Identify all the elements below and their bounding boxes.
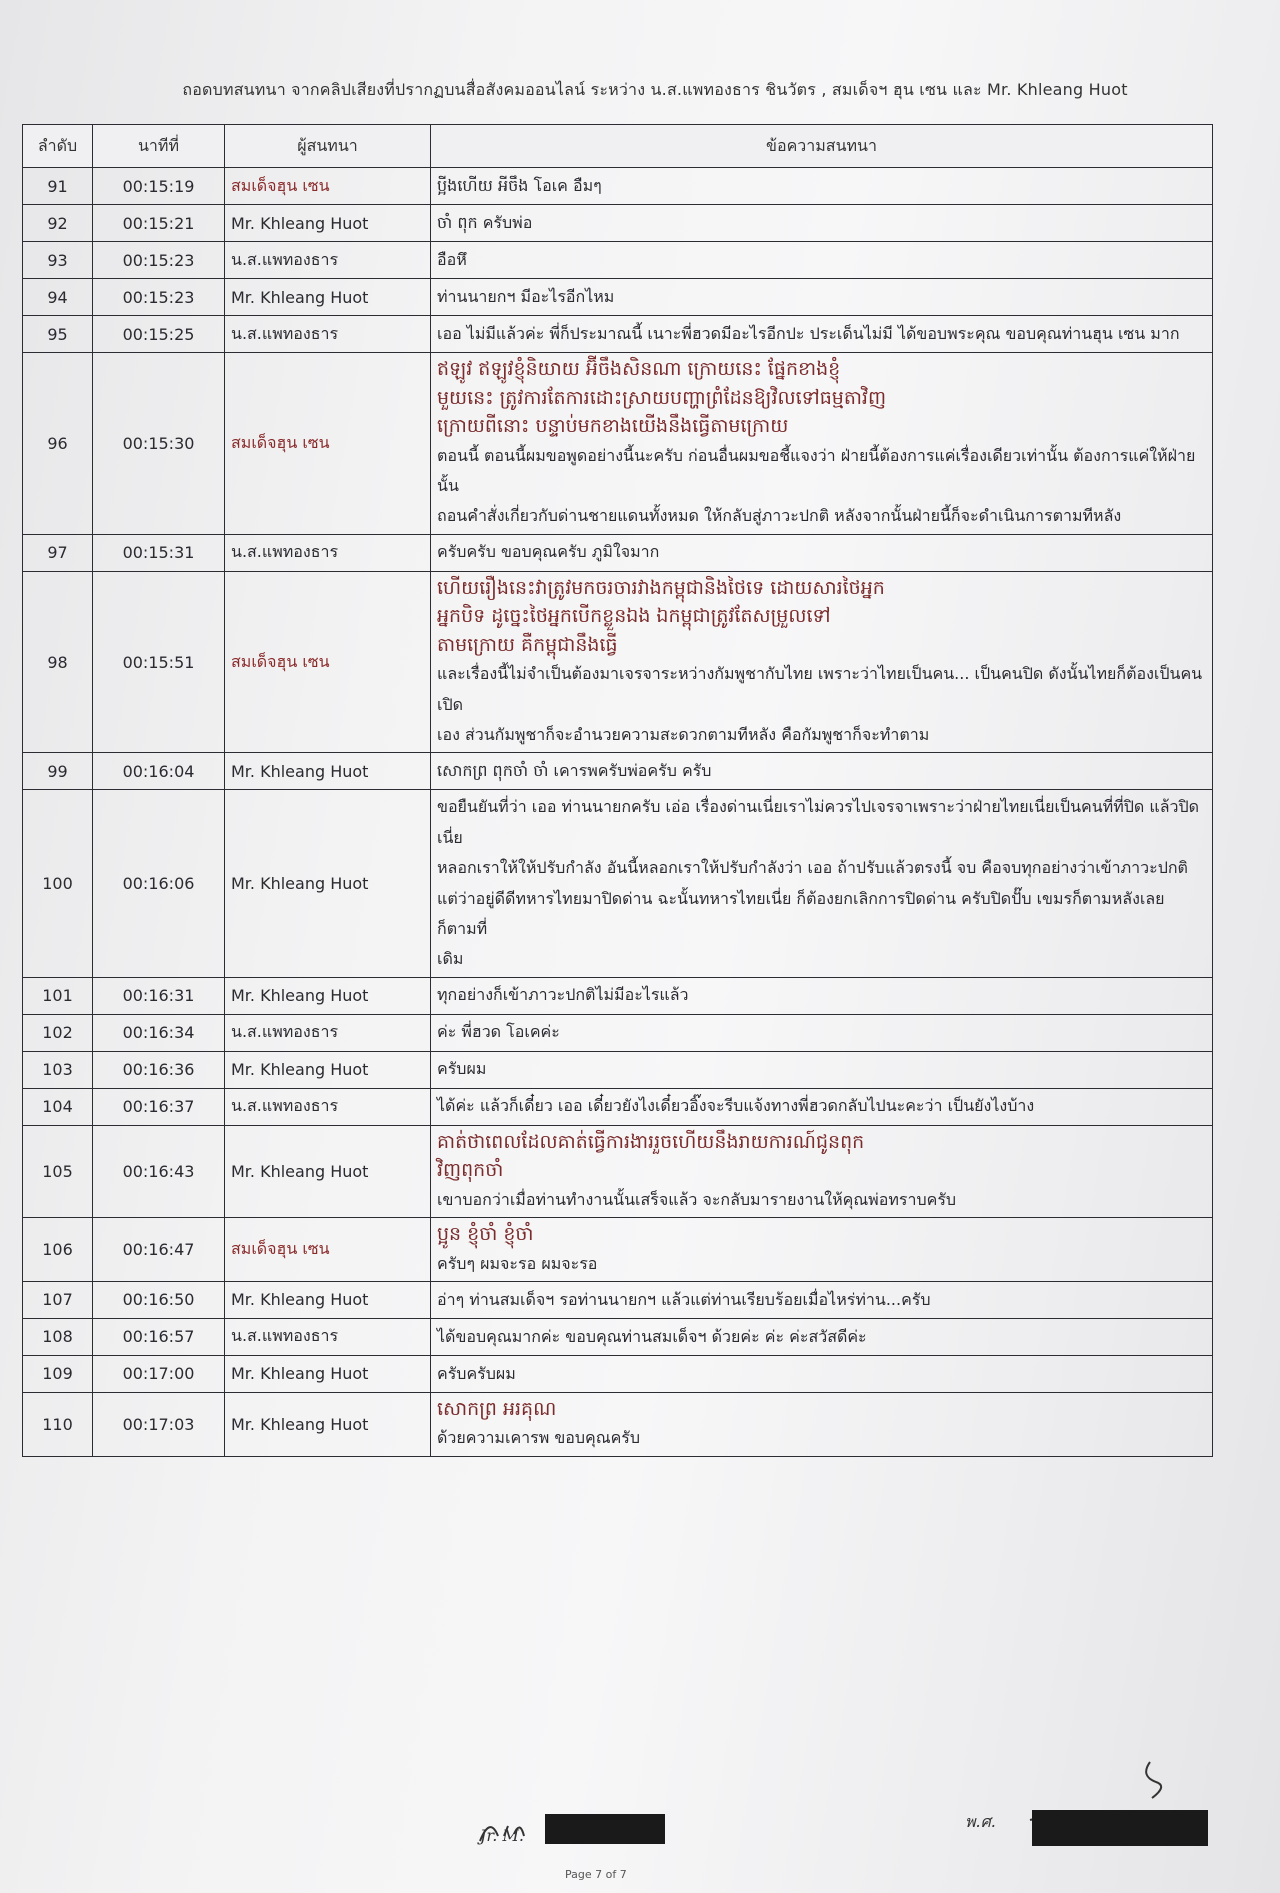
khmer-line: ហើយរឿងនេះវាត្រូវមកចរចារវាងកម្ពុជានិងថៃទេ ដោយសារថៃអ្នក	[437, 576, 885, 599]
table-row	[23, 168, 1213, 205]
right-signature	[960, 1752, 1220, 1862]
row-message	[431, 1281, 1213, 1318]
row-speaker: น.ส.แพทองธาร	[225, 534, 431, 571]
thai-line: เดิม	[437, 949, 464, 969]
row-number: 91	[23, 168, 93, 205]
row-speaker: สมเด็จฮุน เซน	[225, 571, 431, 753]
thai-line: เขาบอกว่าเมื่อท่านทำงานนั้นเสร็จแล้ว จะกลับมารายงานให้คุณพ่อทราบครับ	[437, 1189, 957, 1209]
table-row	[23, 1392, 1213, 1456]
row-speaker: น.ส.แพทองธาร	[225, 1318, 431, 1355]
khmer-line: មួយនេះ ត្រូវការតែការដោះស្រាយបញ្ហាព្រំដែនឱ្យវិលទៅធម្មតាវិញ	[437, 386, 887, 409]
row-message	[431, 1218, 1213, 1282]
row-number: 93	[23, 242, 93, 279]
row-speaker: สมเด็จฮุน เซน	[225, 168, 431, 205]
row-number: 92	[23, 205, 93, 242]
table-row	[23, 242, 1213, 279]
row-timestamp: 00:16:04	[93, 753, 225, 790]
thai-line: ប្អីងហើយ អីចឹង โอเค อืมๆ	[437, 175, 602, 195]
left-signature-text: Jr. M.	[480, 1826, 524, 1845]
row-speaker: Mr. Khleang Huot	[225, 977, 431, 1014]
row-number: 95	[23, 316, 93, 353]
thai-line: เอง ส่วนกัมพูชาก็จะอำนวยความสะดวกตามทีหลัง คือกัมพูชาก็จะทำตาม	[437, 724, 930, 744]
table-row	[23, 571, 1213, 753]
thai-line: ขอยืนยันที่ว่า เออ ท่านนายกครับ เอ่อ เรื่องด่านเนี่ยเราไม่ควรไปเจรจาเพราะว่าฝ่ายไทยเนี่ยเป็นคนที่ที่ปิด แล้วปิดเนี่ย	[437, 797, 1200, 847]
thai-line: ถอนคำสั่งเกี่ยวกับด่านชายแดนทั้งหมด ให้กลับสู่ภาวะปกติ หลังจากนั้นฝ่ายนี้ก็จะดำเนินการตามทีหลัง	[437, 506, 1122, 526]
table-row	[23, 977, 1213, 1014]
row-number: 105	[23, 1125, 93, 1217]
page-number: Page 7 of 7	[565, 1868, 627, 1881]
khmer-line: គាត់ថាពេលដែលគាត់ធ្វើការងាររួចហើយនឹងរាយការណ៍ជូនពុក	[437, 1130, 865, 1153]
row-timestamp: 00:16:43	[93, 1125, 225, 1217]
row-speaker: Mr. Khleang Huot	[225, 1125, 431, 1217]
thai-line: ครับผม	[437, 1059, 487, 1079]
table-row	[23, 279, 1213, 316]
table-row	[23, 1281, 1213, 1318]
thai-line: សោកព្រ ពុកចាំ ចាំ เคารพครับพ่อครับ ครับ	[437, 761, 712, 781]
khmer-line: តាមក្រោយ គឺកម្ពុជានឹងធ្វើ	[437, 633, 618, 656]
transcript-table	[22, 124, 1213, 1457]
row-timestamp: 00:16:47	[93, 1218, 225, 1282]
row-timestamp: 00:16:34	[93, 1014, 225, 1051]
table-row	[23, 1318, 1213, 1355]
row-number: 104	[23, 1088, 93, 1125]
row-speaker: น.ส.แพทองธาร	[225, 242, 431, 279]
header-time: นาทีที่	[93, 125, 225, 168]
row-number: 101	[23, 977, 93, 1014]
row-speaker: สมเด็จฮุน เซน	[225, 1218, 431, 1282]
row-number: 99	[23, 753, 93, 790]
row-message	[431, 977, 1213, 1014]
thai-line: ได้ค่ะ แล้วก็เดี๋ยว เออ เดี๋ยวยังไงเดี๋ยวอิ๊งจะรีบแจ้งทางพี่ฮวดกลับไปนะคะว่า เป็นยังไงบ้าง	[437, 1096, 1035, 1116]
thai-line: ท่านนายกฯ มีอะไรอีกไหม	[437, 286, 615, 306]
row-timestamp: 00:16:31	[93, 977, 225, 1014]
khmer-line: សោកព្រ អរគុណ	[437, 1397, 557, 1420]
row-speaker: Mr. Khleang Huot	[225, 1392, 431, 1456]
row-timestamp: 00:16:06	[93, 790, 225, 977]
row-number: 107	[23, 1281, 93, 1318]
khmer-line: អ្នកបិទ ដូច្នេះថៃអ្នកបើកខ្លួនឯង ឯកម្ពុជាត្រូវតែសម្រួលទៅ	[437, 605, 831, 628]
row-message	[431, 353, 1213, 535]
row-number: 103	[23, 1051, 93, 1088]
thai-line: ចាំ ពុក ครับพ่อ	[437, 212, 533, 232]
row-message	[431, 790, 1213, 977]
row-speaker: Mr. Khleang Huot	[225, 205, 431, 242]
row-message	[431, 242, 1213, 279]
row-message	[431, 753, 1213, 790]
table-row	[23, 753, 1213, 790]
thai-line: หลอกเราให้ให้ปรับกำลัง อันนี้หลอกเราให้ปรับกำลังว่า เออ ถ้าปรับแล้วตรงนี้ จบ คือจบทุกอย่างว่าเข้าภาวะปกติ	[437, 858, 1188, 878]
row-timestamp: 00:16:37	[93, 1088, 225, 1125]
table-row	[23, 790, 1213, 977]
row-timestamp: 00:16:57	[93, 1318, 225, 1355]
right-signature-text: พ.ศ.	[965, 1812, 996, 1831]
khmer-line: ប្អូន ខ្ញុំចាំ ខ្ញុំចាំ	[437, 1223, 534, 1246]
table-row	[23, 1218, 1213, 1282]
row-message	[431, 1318, 1213, 1355]
row-message	[431, 279, 1213, 316]
row-message	[431, 534, 1213, 571]
row-timestamp: 00:15:19	[93, 168, 225, 205]
row-timestamp: 00:17:00	[93, 1355, 225, 1392]
row-message	[431, 1355, 1213, 1392]
header-no: ลำดับ	[23, 125, 93, 168]
row-message	[431, 205, 1213, 242]
table-row	[23, 1355, 1213, 1392]
thai-line: ครับครับผม	[437, 1363, 516, 1383]
row-number: 94	[23, 279, 93, 316]
thai-line: ตอนนี้ ตอนนี้ผมขอพูดอย่างนี้นะครับ ก่อนอื่นผมขอชี้แจงว่า ฝ่ายนี้ต้องการแค่เรื่องเดียวเท่านั้น ต้องการแค่ให้ฝ่ายนั้น	[437, 445, 1196, 495]
row-message	[431, 1125, 1213, 1217]
header-speaker: ผู้สนทนา	[225, 125, 431, 168]
row-message	[431, 1392, 1213, 1456]
row-message	[431, 571, 1213, 753]
row-number: 100	[23, 790, 93, 977]
thai-line: ครับครับ ขอบคุณครับ ภูมิใจมาก	[437, 542, 660, 562]
row-speaker: Mr. Khleang Huot	[225, 279, 431, 316]
row-timestamp: 00:15:31	[93, 534, 225, 571]
row-timestamp: 00:15:25	[93, 316, 225, 353]
row-speaker: Mr. Khleang Huot	[225, 1281, 431, 1318]
row-message	[431, 316, 1213, 353]
row-number: 96	[23, 353, 93, 535]
table-row	[23, 353, 1213, 535]
thai-line: ด้วยความเคารพ ขอบคุณครับ	[437, 1428, 641, 1448]
row-number: 102	[23, 1014, 93, 1051]
table-row	[23, 1125, 1213, 1217]
header-message: ข้อความสนทนา	[431, 125, 1213, 168]
row-speaker: Mr. Khleang Huot	[225, 1051, 431, 1088]
document-title: ถอดบทสนทนา จากคลิปเสียงที่ปรากฏบนสื่อสังคมออนไลน์ ระหว่าง น.ส.แพทองธาร ชินวัตร , สมเด็จฯ ฮุน เซน และ Mr. Khleang Huot	[182, 80, 1128, 99]
khmer-line: ឥឡូវ ឥឡូវខ្ញុំនិយាយ អ៊ីចឹងសិនណា ក្រោយនេះ ផ្នែកខាងខ្ញុំ	[437, 358, 841, 380]
thai-line: ค่ะ พี่ฮวด โอเคค่ะ	[437, 1022, 560, 1042]
row-number: 97	[23, 534, 93, 571]
table-row	[23, 316, 1213, 353]
row-number: 109	[23, 1355, 93, 1392]
thai-line: แต่ว่าอยู่ดีดีทหารไทยมาปิดด่าน ฉะนั้นทหารไทยเนี่ย ก็ต้องยกเลิกการปิดด่าน ครับปิดปั๊บ เขมรก็ตามหลังเลย ก็ตามที่	[437, 888, 1165, 938]
row-timestamp: 00:16:36	[93, 1051, 225, 1088]
khmer-line: វិញពុកចាំ	[437, 1159, 504, 1182]
khmer-line: ក្រោយពីនោះ បន្ទាប់មកខាងយើងនឹងធ្វើតាមក្រោយ	[437, 415, 789, 437]
row-timestamp: 00:17:03	[93, 1392, 225, 1456]
row-message	[431, 1088, 1213, 1125]
row-number: 106	[23, 1218, 93, 1282]
row-number: 108	[23, 1318, 93, 1355]
row-number: 98	[23, 571, 93, 753]
row-speaker: น.ส.แพทองธาร	[225, 1088, 431, 1125]
thai-line: อ่าๆ ท่านสมเด็จฯ รอท่านนายกฯ แล้วแต่ท่านเรียบร้อยเมื่อไหร่ท่าน...ครับ	[437, 1289, 931, 1309]
row-speaker: น.ส.แพทองธาร	[225, 316, 431, 353]
thai-line: อือหึ	[437, 249, 467, 269]
table-row	[23, 1051, 1213, 1088]
row-speaker: สมเด็จฮุน เซน	[225, 353, 431, 535]
thai-line: และเรื่องนี้ไม่จำเป็นต้องมาเจรจาระหว่างกัมพูชากับไทย เพราะว่าไทยเป็นคน... เป็นคนปิด ดังนั้นไทยก็ต้องเป็นคนเปิด	[437, 664, 1203, 714]
row-speaker: น.ส.แพทองธาร	[225, 1014, 431, 1051]
row-timestamp: 00:15:51	[93, 571, 225, 753]
thai-line: ทุกอย่างก็เข้าภาวะปกติไม่มีอะไรแล้ว	[437, 985, 689, 1005]
row-timestamp: 00:15:23	[93, 279, 225, 316]
row-message	[431, 168, 1213, 205]
row-number: 110	[23, 1392, 93, 1456]
row-timestamp: 00:15:21	[93, 205, 225, 242]
row-timestamp: 00:16:50	[93, 1281, 225, 1318]
thai-line: ครับๆ ผมจะรอ ผมจะรอ	[437, 1253, 598, 1273]
table-row	[23, 1088, 1213, 1125]
row-message	[431, 1051, 1213, 1088]
row-timestamp: 00:15:23	[93, 242, 225, 279]
row-speaker: Mr. Khleang Huot	[225, 753, 431, 790]
row-speaker: Mr. Khleang Huot	[225, 790, 431, 977]
thai-line: เออ ไม่มีแล้วค่ะ พี่ก็ประมาณนี้ เนาะพี่ฮวดมีอะไรอีกปะ ประเด็นไม่มี ได้ขอบพระคุณ ขอบคุณท่านฮุน เซน มาก	[437, 323, 1180, 343]
row-timestamp: 00:15:30	[93, 353, 225, 535]
table-row	[23, 205, 1213, 242]
row-speaker: Mr. Khleang Huot	[225, 1355, 431, 1392]
table-header-row	[23, 125, 1213, 168]
thai-line: ได้ขอบคุณมากค่ะ ขอบคุณท่านสมเด็จฯ ด้วยค่ะ ค่ะ ค่ะสวัสดีค่ะ	[437, 1326, 867, 1346]
table-row	[23, 1014, 1213, 1051]
row-message	[431, 1014, 1213, 1051]
table-body	[23, 168, 1213, 1457]
table-row	[23, 534, 1213, 571]
